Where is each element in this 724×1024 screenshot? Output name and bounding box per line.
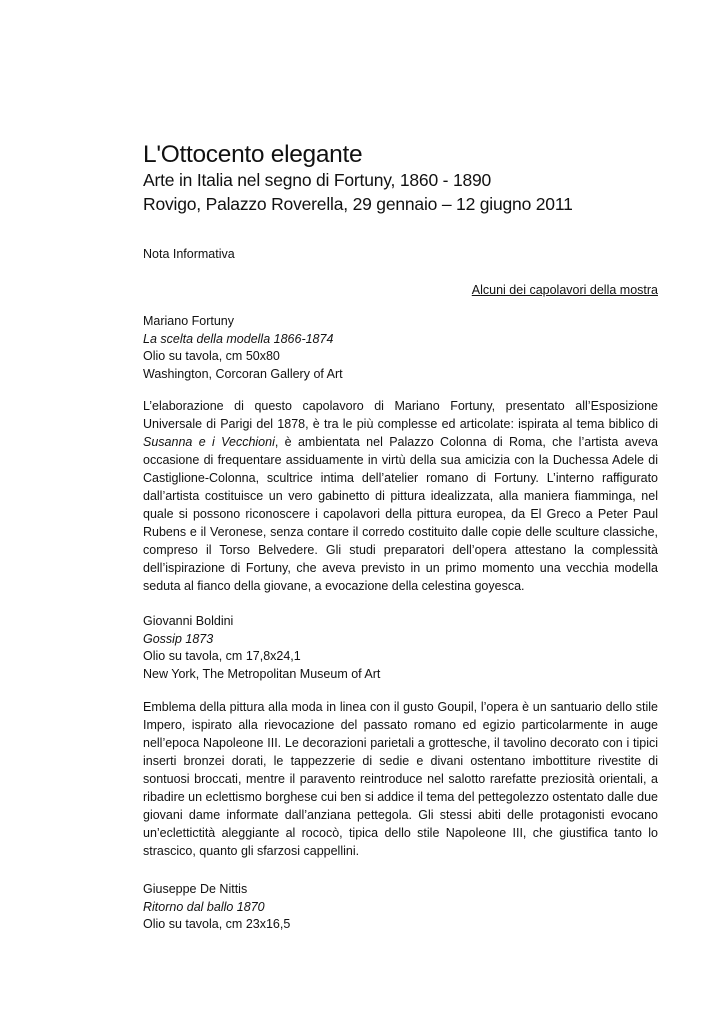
work-2-caption	[143, 613, 380, 683]
highlights-link[interactable]: Alcuni dei capolavori della mostra	[471, 283, 658, 297]
work-1-location: Washington, Corcoran Gallery of Art	[143, 366, 343, 381]
work-1-caption	[143, 313, 343, 383]
page-title: L'Ottocento elegante	[143, 141, 363, 168]
work-1-description-italic: Susanna e i Vecchioni	[143, 435, 275, 449]
work-1-description-part1: L’elaborazione di questo capolavoro di Mariano Fortuny, presentato all’Esposizione Universale di Parigi del 1878, è tra le più complesse ed articolate: ispirata al tema biblico di	[143, 399, 658, 431]
work-2-description: Emblema della pittura alla moda in linea con il gusto Goupil, l’opera è un santuario dello stile Impero, ispirato alla rievocazione del passato romano ed egizio particolarmente in auge nell’epoca Napoleone III. Le decorazioni parietali a grottesche, il tavolino decorato con i tipici inserti bronzei dorati, le tappezzerie di sedie e divani ostentano imbottiture rivestite di sontuosi broccati, mentre il paravento reintroduce nel salotto rarefatte preziosità orientali, a ribadire un eclettismo borghese cui ben si addice il tema del pettegolezzo ostentato dalle due giovani dame informate dall’anziana pettegola. Gli stessi abiti delle protagonisti evocano un’eclettictità aleggiante al rococò, tipica dello stile Napoleone III, che giustifica tanto lo strascico, quanto gli sfarzosi cappellini.	[143, 700, 658, 858]
work-1-title: La scelta della modella 1866-1874	[143, 331, 334, 346]
work-3-title: Ritorno dal ballo 1870	[143, 899, 265, 914]
work-2-artist: Giovanni Boldini	[143, 614, 234, 628]
work-1-medium: Olio su tavola, cm 50x80	[143, 349, 280, 363]
note-label: Nota Informativa	[143, 247, 235, 261]
work-3-artist: Giuseppe De Nittis	[143, 882, 248, 896]
work-1-artist: Mariano Fortuny	[143, 314, 235, 328]
work-2-title: Gossip 1873	[143, 631, 214, 646]
exhibition-venue-dates: Rovigo, Palazzo Roverella, 29 gennaio – 12 giugno 2011	[143, 194, 573, 214]
work-1-description	[143, 397, 658, 595]
exhibition-subtitle: Arte in Italia nel segno di Fortuny, 1860 - 1890	[143, 170, 492, 190]
work-3-medium: Olio su tavola, cm 23x16,5	[143, 917, 291, 931]
work-2-location: New York, The Metropolitan Museum of Art	[143, 666, 381, 681]
work-2-medium: Olio su tavola, cm 17,8x24,1	[143, 649, 301, 663]
work-3-caption	[143, 881, 290, 934]
work-1-description-part2: , è ambientata nel Palazzo Colonna di Roma, che l’artista aveva occasione di frequentare assiduamente in virtù della sua amicizia con la Duchessa Adele di Castiglione-Colonna, scultrice intima dell’atelier romano di Fortuny. L’interno raffigurato dall’artista costituisce un vero gabinetto di pittura idealizzata, alla maniera fiamminga, nel quale si possono riconoscere i capolavori della pittura europea, da El Greco a Peter Paul Rubens e il Veronese, senza contare il corredo costituito dalle copie delle sculture classiche, compreso il Torso Belvedere. Gli studi preparatori dell’opera attestano la complessità dell’ispirazione di Fortuny, che aveva previsto in un primo momento una vecchia modella seduta al fianco della giovane, a evocazione della celestina goyesca.	[143, 435, 658, 593]
